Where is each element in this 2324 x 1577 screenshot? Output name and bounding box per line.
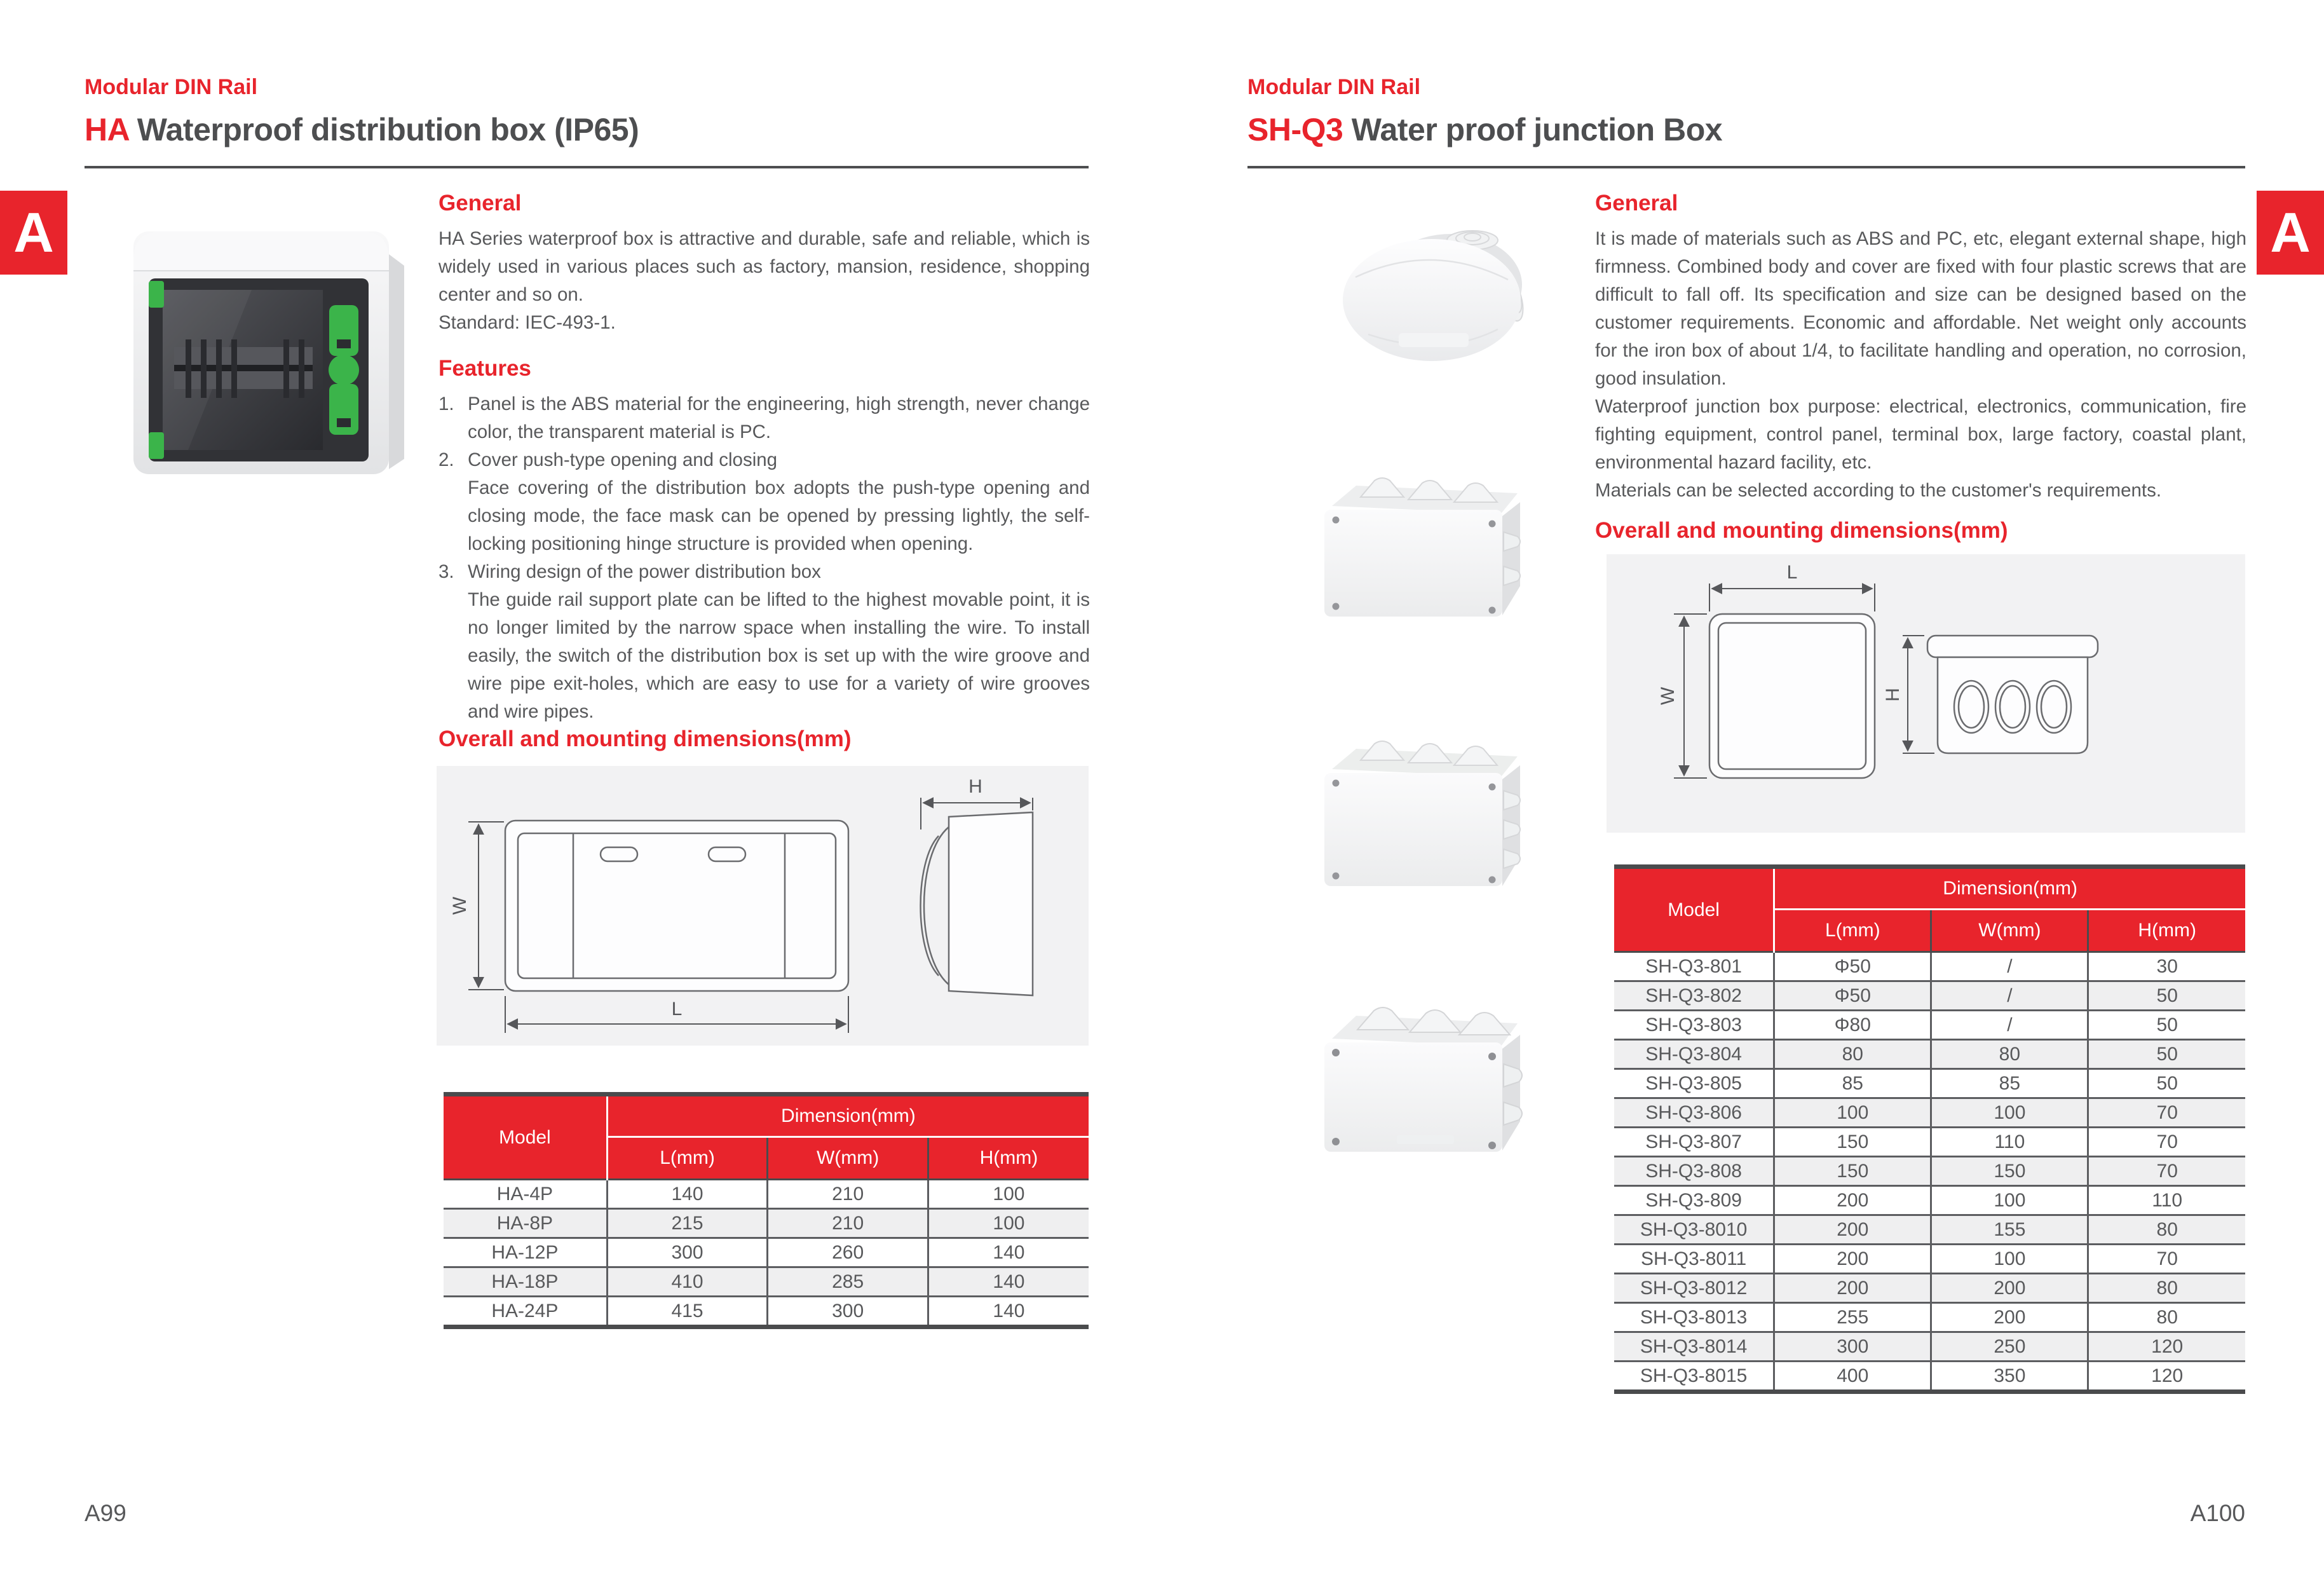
table-row (1614, 1303, 2245, 1332)
table-row (444, 1209, 1089, 1238)
cell-w: 150 (1931, 1157, 2088, 1186)
dim-label-l: L (671, 999, 683, 1020)
cell-model: SH-Q3-8011 (1641, 1248, 1747, 1269)
cell-model: SH-Q3-8012 (1640, 1277, 1748, 1299)
table-row (444, 1238, 1089, 1267)
dim-label-l: L (1786, 562, 1798, 583)
cell-w: 85 (1931, 1069, 2088, 1098)
title-rule-right (1247, 166, 2245, 168)
paragraph: It is made of materials such as ABS and PC, etc, elegant external shape, high firmness. Combined body and cover are fixed with four plastic screws that are difficult to fall off. Its specification and size can be designed based on the customer requirements. Economic and affordable. Net weight only accounts for the iron box of about 1/4, to facilitate handling and operation, no corrosion, good insulation. (1595, 228, 2246, 389)
title-text: Waterproof distribution box (IP65) (137, 112, 639, 147)
table-row (444, 1180, 1089, 1209)
cell-w: 210 (768, 1180, 928, 1209)
cell-h: 50 (2088, 1040, 2245, 1069)
series-eyebrow: Modular DIN Rail (85, 75, 258, 99)
cell-h: 140 (928, 1267, 1089, 1297)
paragraph: Waterproof junction box purpose: electrical, electronics, communication, fire fighting equipment, control panel, terminal box, large factory, coastal plant, environmental hazard facility, etc. (1595, 396, 2246, 473)
feature-number: 1. (438, 393, 454, 414)
col-header-h: H(mm) (2088, 910, 2245, 952)
feature-body: Face covering of the distribution box adopts the push-type opening and closing mode, the face mask can be opened by pressing lightly, the self-locking positioning hinge structure is provided when opening. (468, 477, 1090, 554)
feature-item (438, 390, 1090, 446)
feature-lead: Cover push-type opening and closing (468, 449, 778, 470)
cell-l: 410 (607, 1267, 768, 1297)
col-header-l: L(mm) (1774, 910, 1931, 952)
cell-model: SH-Q3-8010 (1640, 1219, 1748, 1240)
cell-l: 255 (1774, 1303, 1931, 1332)
cell-l: 200 (1774, 1245, 1931, 1274)
spec-table-ha (444, 1092, 1089, 1329)
dimension-diagram-distribution-box (437, 766, 1089, 1046)
cell-l: 400 (1774, 1362, 1931, 1392)
cell-l: Φ80 (1774, 1011, 1931, 1040)
table-row (1614, 1098, 2245, 1128)
cell-w: 110 (1931, 1128, 2088, 1157)
page-title (85, 111, 639, 148)
table-row (444, 1267, 1089, 1297)
dimension-header: Dimension(mm) (1774, 867, 2245, 910)
feature-item (438, 558, 1090, 726)
col-header-w: W(mm) (768, 1137, 928, 1180)
col-header-w: W(mm) (1931, 910, 2088, 952)
cell-l: Φ50 (1774, 981, 1931, 1011)
cell-h: 50 (2088, 1011, 2245, 1040)
cell-w: 285 (768, 1267, 928, 1297)
cell-h: 70 (2088, 1157, 2245, 1186)
table-row (1614, 952, 2245, 981)
cell-h: 80 (2088, 1215, 2245, 1245)
table-row (1614, 1215, 2245, 1245)
product-photo-junction-box-2 (1315, 713, 1525, 898)
page-number-left: A99 (85, 1500, 126, 1526)
page-title-right (1247, 111, 1722, 148)
table-row (1614, 1157, 2245, 1186)
feature-lead: Wiring design of the power distribution box (468, 561, 821, 582)
page-number-right: A100 (2190, 1500, 2245, 1526)
cell-h: 70 (2088, 1098, 2245, 1128)
cell-h: 30 (2088, 952, 2245, 981)
cell-w: 200 (1931, 1303, 2088, 1332)
section-tab-left: A (0, 191, 67, 275)
general-heading: General (438, 191, 522, 215)
features-list (438, 390, 1090, 726)
cell-l: Φ50 (1774, 952, 1931, 981)
cell-model: SH-Q3-809 (1645, 1189, 1742, 1211)
table-row (444, 1297, 1089, 1327)
cell-w: 200 (1931, 1274, 2088, 1303)
features-section (438, 356, 1090, 726)
product-photo-junction-box-1 (1315, 453, 1525, 627)
cell-h: 50 (2088, 1069, 2245, 1098)
section-tab-right: A (2257, 191, 2324, 275)
cell-model: HA-18P (491, 1271, 559, 1292)
table-header (444, 1095, 1089, 1180)
dimension-diagram-junction-box (1607, 554, 2245, 833)
cell-l: 200 (1774, 1186, 1931, 1215)
cell-w: 260 (768, 1238, 928, 1267)
cell-h: 50 (2088, 981, 2245, 1011)
table-row (1614, 1069, 2245, 1098)
cell-l: 300 (607, 1238, 768, 1267)
cell-model: HA-24P (491, 1300, 559, 1321)
table-row (1614, 1040, 2245, 1069)
cell-l: 415 (607, 1297, 768, 1327)
feature-text (468, 390, 1090, 446)
table-body (1614, 952, 2245, 1392)
table-row (1614, 1128, 2245, 1157)
cell-model: SH-Q3-805 (1645, 1072, 1742, 1094)
cell-w: 300 (768, 1297, 928, 1327)
feature-number: 2. (438, 449, 454, 470)
dimension-header: Dimension(mm) (607, 1095, 1089, 1137)
cell-l: 80 (1774, 1040, 1931, 1069)
cell-w: 80 (1931, 1040, 2088, 1069)
cell-w: 250 (1931, 1332, 2088, 1362)
cell-w: / (1931, 981, 2088, 1011)
cell-h: 110 (2088, 1186, 2245, 1215)
cell-h: 120 (2088, 1332, 2245, 1362)
cell-w: 350 (1931, 1362, 2088, 1392)
cell-h: 70 (2088, 1128, 2245, 1157)
general-heading-right: General (1595, 191, 1678, 215)
dim-label-w: W (449, 896, 470, 915)
general-paragraph: HA Series waterproof box is attractive and durable, safe and reliable, which is widely used in various places such as factory, mansion, residence, shopping center and so on. (438, 228, 1090, 305)
cell-w: / (1931, 952, 2088, 981)
cell-w: / (1931, 1011, 2088, 1040)
cell-model: HA-4P (496, 1183, 554, 1205)
cell-w: 210 (768, 1209, 928, 1238)
product-photo-junction-box-3 (1315, 984, 1525, 1162)
cell-model: SH-Q3-804 (1645, 1043, 1742, 1065)
table-row (1614, 1245, 2245, 1274)
cell-l: 150 (1774, 1157, 1931, 1186)
series-eyebrow-right: Modular DIN Rail (1247, 75, 1421, 99)
cell-model: HA-8P (496, 1212, 554, 1234)
cell-model: SH-Q3-803 (1645, 1014, 1742, 1035)
cell-l: 100 (1774, 1098, 1931, 1128)
dim-label-h: H (1882, 688, 1903, 702)
cell-model: SH-Q3-8015 (1640, 1365, 1748, 1386)
cell-l: 300 (1774, 1332, 1931, 1362)
general-paragraphs (1595, 225, 2246, 505)
features-heading: Features (438, 356, 531, 381)
cell-h: 80 (2088, 1274, 2245, 1303)
cell-l: 85 (1774, 1069, 1931, 1098)
cell-model: SH-Q3-8013 (1640, 1306, 1748, 1328)
spec-table-shq3 (1614, 864, 2245, 1394)
cell-w: 100 (1931, 1098, 2088, 1128)
table-row (1614, 981, 2245, 1011)
title-rule (85, 166, 1089, 168)
cell-model: SH-Q3-807 (1645, 1131, 1742, 1152)
dim-label-h: H (968, 776, 982, 797)
dimensions-heading: Overall and mounting dimensions(mm) (438, 727, 852, 751)
cell-model: SH-Q3-808 (1645, 1160, 1742, 1182)
table-header (1614, 867, 2245, 952)
paragraph: Materials can be selected according to the customer's requirements. (1595, 480, 2162, 501)
cell-l: 200 (1774, 1274, 1931, 1303)
cell-model: SH-Q3-801 (1645, 955, 1742, 977)
col-header-h: H(mm) (928, 1137, 1089, 1180)
title-text-right: Water proof junction Box (1351, 112, 1723, 147)
cell-l: 215 (607, 1209, 768, 1238)
left-text-column (438, 191, 1090, 726)
model-header: Model (444, 1095, 607, 1180)
cell-h: 140 (928, 1238, 1089, 1267)
cell-l: 140 (607, 1180, 768, 1209)
standard-line: Standard: IEC-493-1. (438, 312, 616, 333)
feature-item (438, 446, 1090, 558)
cell-w: 100 (1931, 1245, 2088, 1274)
feature-body: The guide rail support plate can be lifted to the highest movable point, it is no longer limited by the narrow space when installing the wire. To install easily, the switch of the distribution box is set up with the wire groove and wire pipe exit-holes, which are easy to use for a variety of wire grooves and wire pipes. (468, 589, 1090, 722)
feature-lead: Panel is the ABS material for the engineering, high strength, never change color, the transparent material is PC. (468, 393, 1090, 442)
cell-w: 155 (1931, 1215, 2088, 1245)
model-header: Model (1614, 867, 1774, 952)
cell-h: 80 (2088, 1303, 2245, 1332)
table-row (1614, 1011, 2245, 1040)
product-photo-round-junction-box (1338, 221, 1528, 371)
model-code: HA (85, 112, 129, 147)
cell-h: 100 (928, 1180, 1089, 1209)
dim-label-w: W (1657, 686, 1678, 706)
table-row (1614, 1332, 2245, 1362)
table-row (1614, 1274, 2245, 1303)
feature-text (468, 558, 1090, 726)
table-row (1614, 1186, 2245, 1215)
feature-number: 3. (438, 561, 454, 582)
model-code-right: SH-Q3 (1247, 112, 1343, 147)
cell-l: 200 (1774, 1215, 1931, 1245)
cell-h: 100 (928, 1209, 1089, 1238)
product-photo-distribution-box (127, 215, 410, 488)
table-body (444, 1180, 1089, 1327)
cell-model: SH-Q3-806 (1645, 1102, 1742, 1123)
cell-model: SH-Q3-802 (1645, 985, 1742, 1006)
right-text-column (1595, 191, 2246, 505)
cell-w: 100 (1931, 1186, 2088, 1215)
cell-model: HA-12P (491, 1241, 559, 1263)
cell-h: 70 (2088, 1245, 2245, 1274)
col-header-l: L(mm) (607, 1137, 768, 1180)
table-row (1614, 1362, 2245, 1392)
cell-h: 140 (928, 1297, 1089, 1327)
cell-model: SH-Q3-8014 (1640, 1335, 1748, 1357)
cell-h: 120 (2088, 1362, 2245, 1392)
dimensions-heading-right: Overall and mounting dimensions(mm) (1595, 518, 2008, 543)
feature-text (468, 446, 1090, 558)
cell-l: 150 (1774, 1128, 1931, 1157)
